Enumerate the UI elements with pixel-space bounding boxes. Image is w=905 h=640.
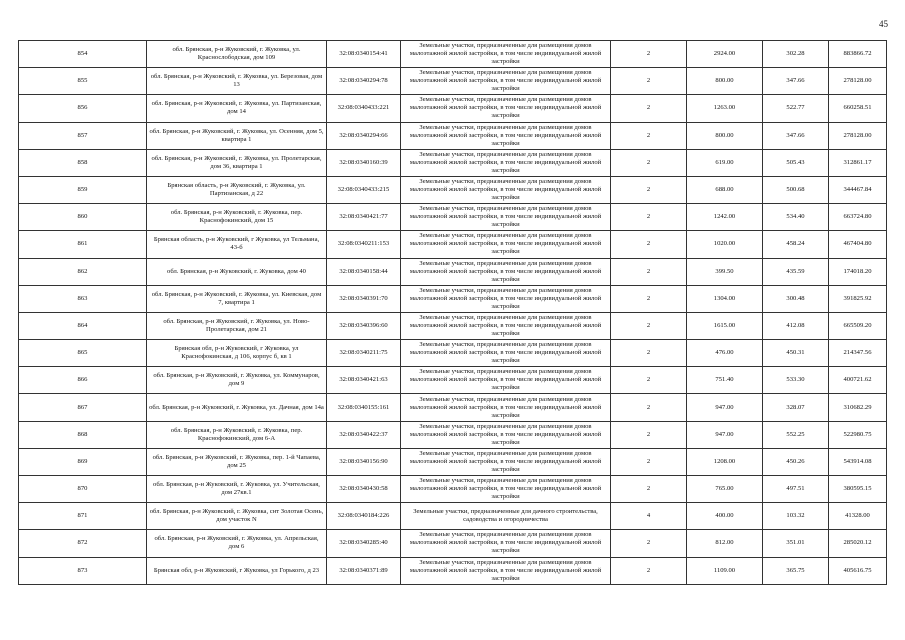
table-row: [19, 258, 887, 285]
table-row: [19, 530, 887, 557]
specific-value-cell: 500.68: [763, 176, 829, 203]
area-cell: 947.00: [687, 421, 763, 448]
land-use-cell: Земельные участки, предназначенные для размещения домов малоэтажной жилой застройки, в том числе индивидуальной жилой застройки: [401, 340, 611, 367]
row-number-cell: 854: [19, 41, 147, 68]
group-cell: 2: [611, 41, 687, 68]
cadastral-value-cell: 285020.12: [829, 530, 887, 557]
address-cell: Брянская обл, р-н Жуковский, г Жуковка, ул Краснофокинская, д 106, корпус б, кв 1: [147, 340, 327, 367]
land-use-cell: Земельные участки, предназначенные для размещения домов малоэтажной жилой застройки, в том числе индивидуальной жилой застройки: [401, 448, 611, 475]
land-use-cell: Земельные участки, предназначенные для размещения домов малоэтажной жилой застройки, в том числе индивидуальной жилой застройки: [401, 557, 611, 584]
cadastral-value-cell: 883866.72: [829, 41, 887, 68]
cadastral-value-cell: 522980.75: [829, 421, 887, 448]
specific-value-cell: 552.25: [763, 421, 829, 448]
specific-value-cell: 458.24: [763, 231, 829, 258]
row-number-cell: 861: [19, 231, 147, 258]
group-cell: 2: [611, 204, 687, 231]
area-cell: 399.50: [687, 258, 763, 285]
group-cell: 2: [611, 557, 687, 584]
table-row: [19, 285, 887, 312]
area-cell: 751.40: [687, 367, 763, 394]
cadastral-number-cell: 32:08:0340211:153: [327, 231, 401, 258]
row-number-cell: 865: [19, 340, 147, 367]
cadastral-value-cell: 665509.20: [829, 312, 887, 339]
land-use-cell: Земельные участки, предназначенные для размещения домов малоэтажной жилой застройки, в том числе индивидуальной жилой застройки: [401, 122, 611, 149]
group-cell: 2: [611, 176, 687, 203]
cadastral-number-cell: 32:08:0340421:63: [327, 367, 401, 394]
cadastral-value-cell: 312861.17: [829, 149, 887, 176]
table-row: [19, 204, 887, 231]
table-row: [19, 367, 887, 394]
cadastral-number-cell: 32:08:0340294:78: [327, 68, 401, 95]
group-cell: 2: [611, 312, 687, 339]
area-cell: 619.00: [687, 149, 763, 176]
address-cell: обл. Брянская, р-н Жуковский, г. Жуковка, ул. Ново-Пролетарская, дом 21: [147, 312, 327, 339]
address-cell: обл. Брянская, р-н Жуковский, г. Жуковка, дом 40: [147, 258, 327, 285]
row-number-cell: 866: [19, 367, 147, 394]
area-cell: 1615.00: [687, 312, 763, 339]
area-cell: 400.00: [687, 503, 763, 530]
area-cell: 1020.00: [687, 231, 763, 258]
land-use-cell: Земельные участки, предназначенные для размещения домов малоэтажной жилой застройки, в том числе индивидуальной жилой застройки: [401, 530, 611, 557]
land-use-cell: Земельные участки, предназначенные для размещения домов малоэтажной жилой застройки, в том числе индивидуальной жилой застройки: [401, 285, 611, 312]
table-row: [19, 394, 887, 421]
page-number: 45: [879, 19, 888, 29]
row-number-cell: 869: [19, 448, 147, 475]
address-cell: обл. Брянская, р-н Жуковский, г. Жуковка, ул. Березовая, дом 13: [147, 68, 327, 95]
row-number-cell: 873: [19, 557, 147, 584]
table-row: [19, 448, 887, 475]
group-cell: 2: [611, 340, 687, 367]
address-cell: обл. Брянская, р-н Жуковский, г. Жуковка, пер. Краснофокинский, дом 15: [147, 204, 327, 231]
specific-value-cell: 347.66: [763, 122, 829, 149]
land-use-cell: Земельные участки, предназначенные для размещения домов малоэтажной жилой застройки, в том числе индивидуальной жилой застройки: [401, 149, 611, 176]
land-use-cell: Земельные участки, предназначенные для размещения домов малоэтажной жилой застройки, в том числе индивидуальной жилой застройки: [401, 41, 611, 68]
table-row: [19, 41, 887, 68]
table-row: [19, 231, 887, 258]
row-number-cell: 857: [19, 122, 147, 149]
land-use-cell: Земельные участки, предназначенные для размещения домов малоэтажной жилой застройки, в том числе индивидуальной жилой застройки: [401, 476, 611, 503]
address-cell: обл. Брянская, р-н Жуковский, г. Жуковка, ул. Коммунаров, дом 9: [147, 367, 327, 394]
specific-value-cell: 328.07: [763, 394, 829, 421]
land-use-cell: Земельные участки, предназначенные для размещения домов малоэтажной жилой застройки, в том числе индивидуальной жилой застройки: [401, 367, 611, 394]
specific-value-cell: 302.28: [763, 41, 829, 68]
cadastral-value-cell: 278128.00: [829, 68, 887, 95]
address-cell: обл. Брянская, р-н Жуковский, г. Жуковка, снт Золотая Осень, дом участок N: [147, 503, 327, 530]
cadastral-value-cell: 467404.80: [829, 231, 887, 258]
cadastral-number-cell: 32:08:0340294:66: [327, 122, 401, 149]
area-cell: 947.00: [687, 394, 763, 421]
area-cell: 812.00: [687, 530, 763, 557]
address-cell: Брянская область, р-н Жуковский, г. Жуковка, ул. Партизанская, д 22: [147, 176, 327, 203]
group-cell: 2: [611, 258, 687, 285]
cadastral-number-cell: 32:08:0340160:39: [327, 149, 401, 176]
table-row: [19, 421, 887, 448]
specific-value-cell: 365.75: [763, 557, 829, 584]
cadastral-value-cell: 543914.08: [829, 448, 887, 475]
area-cell: 800.00: [687, 122, 763, 149]
cadastral-value-cell: 174018.20: [829, 258, 887, 285]
cadastral-number-cell: 32:08:0340430:58: [327, 476, 401, 503]
land-use-cell: Земельные участки, предназначенные для размещения домов малоэтажной жилой застройки, в том числе индивидуальной жилой застройки: [401, 95, 611, 122]
land-use-cell: Земельные участки, предназначенные для размещения домов малоэтажной жилой застройки, в том числе индивидуальной жилой застройки: [401, 68, 611, 95]
table-row: [19, 503, 887, 530]
cadastral-number-cell: 32:08:0340156:90: [327, 448, 401, 475]
area-cell: 765.00: [687, 476, 763, 503]
address-cell: обл. Брянская, р-н Жуковский, г. Жуковка, ул. Дачная, дом 14а: [147, 394, 327, 421]
land-use-cell: Земельные участки, предназначенные для размещения домов малоэтажной жилой застройки, в том числе индивидуальной жилой застройки: [401, 394, 611, 421]
area-cell: 1304.00: [687, 285, 763, 312]
cadastral-value-cell: 344467.84: [829, 176, 887, 203]
area-cell: 800.00: [687, 68, 763, 95]
land-use-cell: Земельные участки, предназначенные для дачного строительства, садоводства и огородничества: [401, 503, 611, 530]
group-cell: 4: [611, 503, 687, 530]
specific-value-cell: 103.32: [763, 503, 829, 530]
group-cell: 2: [611, 394, 687, 421]
group-cell: 2: [611, 476, 687, 503]
table-row: [19, 312, 887, 339]
address-cell: обл. Брянская, р-н Жуковский, г. Жуковка, ул. Киевская, дом 7, квартира 1: [147, 285, 327, 312]
row-number-cell: 870: [19, 476, 147, 503]
specific-value-cell: 300.48: [763, 285, 829, 312]
cadastral-value-cell: 405616.75: [829, 557, 887, 584]
land-use-cell: Земельные участки, предназначенные для размещения домов малоэтажной жилой застройки, в том числе индивидуальной жилой застройки: [401, 176, 611, 203]
table-row: [19, 149, 887, 176]
cadastral-number-cell: 32:08:0340391:70: [327, 285, 401, 312]
address-cell: Брянская область, р-н Жуковский, г Жуковка, ул Тельмана, 43-б: [147, 231, 327, 258]
cadastral-value-cell: 214347.56: [829, 340, 887, 367]
cadastral-value-cell: 380595.15: [829, 476, 887, 503]
specific-value-cell: 347.66: [763, 68, 829, 95]
land-registry-table: [18, 40, 887, 585]
group-cell: 2: [611, 421, 687, 448]
address-cell: обл. Брянская, р-н Жуковский, г. Жуковка, ул. Пролетарская, дом 36, квартира 1: [147, 149, 327, 176]
cadastral-number-cell: 32:08:0340396:60: [327, 312, 401, 339]
area-cell: 2924.00: [687, 41, 763, 68]
specific-value-cell: 412.08: [763, 312, 829, 339]
row-number-cell: 872: [19, 530, 147, 557]
cadastral-number-cell: 32:08:0340154:41: [327, 41, 401, 68]
cadastral-number-cell: 32:08:0340422:37: [327, 421, 401, 448]
specific-value-cell: 450.31: [763, 340, 829, 367]
land-use-cell: Земельные участки, предназначенные для размещения домов малоэтажной жилой застройки, в том числе индивидуальной жилой застройки: [401, 312, 611, 339]
specific-value-cell: 505.43: [763, 149, 829, 176]
table-row: [19, 68, 887, 95]
area-cell: 1208.00: [687, 448, 763, 475]
row-number-cell: 868: [19, 421, 147, 448]
cadastral-number-cell: 32:08:0340184:226: [327, 503, 401, 530]
land-use-cell: Земельные участки, предназначенные для размещения домов малоэтажной жилой застройки, в том числе индивидуальной жилой застройки: [401, 421, 611, 448]
cadastral-value-cell: 663724.80: [829, 204, 887, 231]
cadastral-value-cell: 41328.00: [829, 503, 887, 530]
land-use-cell: Земельные участки, предназначенные для размещения домов малоэтажной жилой застройки, в том числе индивидуальной жилой застройки: [401, 258, 611, 285]
specific-value-cell: 533.30: [763, 367, 829, 394]
group-cell: 2: [611, 448, 687, 475]
row-number-cell: 856: [19, 95, 147, 122]
address-cell: обл. Брянская, р-н Жуковский, г. Жуковка, пер. Краснофокинский, дом 6-А: [147, 421, 327, 448]
table-row: [19, 95, 887, 122]
land-use-cell: Земельные участки, предназначенные для размещения домов малоэтажной жилой застройки, в том числе индивидуальной жилой застройки: [401, 231, 611, 258]
cadastral-number-cell: 32:08:0340158:44: [327, 258, 401, 285]
specific-value-cell: 435.59: [763, 258, 829, 285]
cadastral-number-cell: 32:08:0340433:221: [327, 95, 401, 122]
address-cell: обл. Брянская, р-н Жуковский, г. Жуковка, ул. Партизанская, дом 14: [147, 95, 327, 122]
row-number-cell: 864: [19, 312, 147, 339]
cadastral-number-cell: 32:08:0340285:40: [327, 530, 401, 557]
area-cell: 1109.00: [687, 557, 763, 584]
cadastral-value-cell: 310682.29: [829, 394, 887, 421]
row-number-cell: 863: [19, 285, 147, 312]
address-cell: обл. Брянская, р-н Жуковский, г. Жуковка, ул. Осенняя, дом 5, квартира 1: [147, 122, 327, 149]
area-cell: 1242.00: [687, 204, 763, 231]
row-number-cell: 859: [19, 176, 147, 203]
cadastral-number-cell: 32:08:0340371:89: [327, 557, 401, 584]
address-cell: Брянская обл, р-н Жуковский, г Жуковка, ул Горького, д 23: [147, 557, 327, 584]
specific-value-cell: 534.40: [763, 204, 829, 231]
cadastral-value-cell: 400721.62: [829, 367, 887, 394]
specific-value-cell: 497.51: [763, 476, 829, 503]
table-body: [19, 41, 887, 585]
cadastral-value-cell: 660258.51: [829, 95, 887, 122]
row-number-cell: 858: [19, 149, 147, 176]
table-row: [19, 557, 887, 584]
row-number-cell: 867: [19, 394, 147, 421]
address-cell: обл. Брянская, р-н Жуковский, г. Жуковка, ул. Краснослободская, дом 109: [147, 41, 327, 68]
table-row: [19, 340, 887, 367]
table-row: [19, 176, 887, 203]
cadastral-number-cell: 32:08:0340433:215: [327, 176, 401, 203]
cadastral-number-cell: 32:08:0340155:161: [327, 394, 401, 421]
group-cell: 2: [611, 367, 687, 394]
group-cell: 2: [611, 68, 687, 95]
address-cell: обл. Брянская, р-н Жуковский, г. Жуковка, ул. Апрельская, дом 6: [147, 530, 327, 557]
land-use-cell: Земельные участки, предназначенные для размещения домов малоэтажной жилой застройки, в том числе индивидуальной жилой застройки: [401, 204, 611, 231]
group-cell: 2: [611, 231, 687, 258]
group-cell: 2: [611, 530, 687, 557]
row-number-cell: 862: [19, 258, 147, 285]
group-cell: 2: [611, 95, 687, 122]
address-cell: обл. Брянская, р-н Жуковский, г. Жуковка, ул. Учительская, дом 27кв.1: [147, 476, 327, 503]
row-number-cell: 855: [19, 68, 147, 95]
area-cell: 1263.00: [687, 95, 763, 122]
row-number-cell: 860: [19, 204, 147, 231]
group-cell: 2: [611, 122, 687, 149]
specific-value-cell: 351.01: [763, 530, 829, 557]
group-cell: 2: [611, 149, 687, 176]
cadastral-value-cell: 278128.00: [829, 122, 887, 149]
area-cell: 688.00: [687, 176, 763, 203]
table-row: [19, 122, 887, 149]
specific-value-cell: 522.77: [763, 95, 829, 122]
cadastral-number-cell: 32:08:0340211:75: [327, 340, 401, 367]
row-number-cell: 871: [19, 503, 147, 530]
area-cell: 476.00: [687, 340, 763, 367]
group-cell: 2: [611, 285, 687, 312]
table-row: [19, 476, 887, 503]
cadastral-value-cell: 391825.92: [829, 285, 887, 312]
specific-value-cell: 450.26: [763, 448, 829, 475]
address-cell: обл. Брянская, р-н Жуковский, г. Жуковка, пер. 1-й Чапаева, дом 25: [147, 448, 327, 475]
cadastral-number-cell: 32:08:0340421:77: [327, 204, 401, 231]
